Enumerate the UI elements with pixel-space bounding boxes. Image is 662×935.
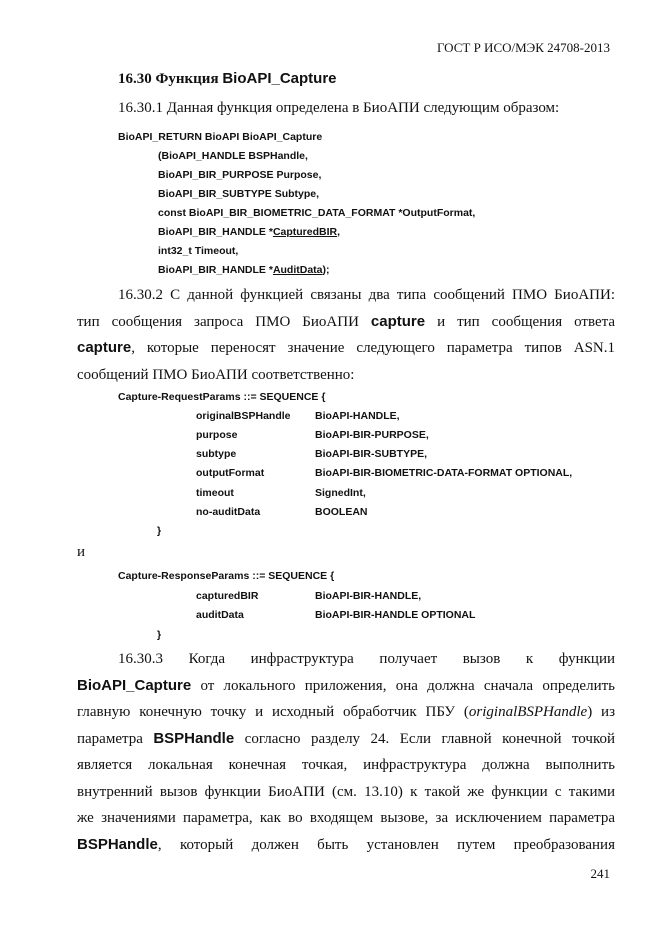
text-line (77, 335, 615, 362)
code-arg: int32_t Timeout, (158, 245, 239, 257)
response-header: Capture-ResponseParams ::= SEQUENCE { (118, 570, 335, 582)
code-arg-type: BioAPI_BIR_HANDLE * (158, 264, 273, 276)
request-header: Capture-RequestParams ::= SEQUENCE { (118, 391, 326, 403)
text-line: 16.30.3 Когда инфраструктура получает вызов к функции (118, 651, 615, 667)
section-word: Функция (155, 71, 219, 87)
code-arg-captured-bir: CapturedBIR (272, 226, 338, 238)
request-close-brace: } (157, 525, 162, 537)
section-function-name: BioAPI_Capture (222, 70, 337, 87)
code-arg: BioAPI_BIR_PURPOSE Purpose, (158, 169, 322, 181)
text-line (77, 726, 615, 753)
code-arg-comma: , (337, 226, 341, 238)
request-field-name: purpose (196, 429, 238, 441)
text-run: параметра (77, 730, 143, 747)
document-header: ГОСТ Р ИСО/МЭК 24708-2013 (436, 40, 610, 55)
keyword-bioapi-capture: BioAPI_Capture (77, 676, 192, 694)
request-field-name: timeout (196, 487, 234, 499)
request-field-type: BioAPI-BIR-BIOMETRIC-DATA-FORMAT OPTIONAL, (315, 467, 573, 479)
request-field-type: BOOLEAN (315, 506, 368, 518)
response-field-name: auditData (196, 609, 244, 621)
request-field-type: SignedInt, (315, 487, 366, 499)
text-run: , которые переносят значение следующего параметра типов ASN.1 (131, 340, 615, 356)
code-arg-type: BioAPI_BIR_HANDLE * (158, 226, 273, 238)
text-run: главную конечную точку и исходный обработчик ПБУ ( (77, 704, 469, 720)
paragraph-16-30-2 (77, 282, 615, 388)
keyword-bsphandle: BSPHandle (153, 729, 235, 747)
paragraph-16-30-3 (77, 646, 615, 858)
request-field-type: BioAPI-BIR-SUBTYPE, (315, 448, 428, 460)
paragraph-16-30-1: 16.30.1 Данная функция определена в БиоАПИ следующим образом: (118, 100, 560, 116)
keyword-capture: capture (370, 312, 426, 330)
request-field-name: no-auditData (196, 506, 261, 518)
code-arg: (BioAPI_HANDLE BSPHandle, (158, 150, 308, 162)
response-field-name: capturedBIR (196, 590, 259, 602)
text-run: ) из (587, 704, 616, 720)
text-run: от локального приложения, она должна сначала определить (200, 677, 616, 694)
text-line (77, 699, 615, 726)
request-field-name: outputFormat (196, 467, 265, 479)
request-field-type: BioAPI-BIR-PURPOSE, (315, 429, 429, 441)
text-run: тип сообщения запроса ПМО БиоАПИ (77, 313, 359, 330)
request-field-name: subtype (196, 448, 237, 460)
section-title (118, 70, 337, 88)
text-line: 16.30.2 С данной функцией связаны два типа сообщений ПМО БиоАПИ: (118, 287, 615, 303)
text-run: , который должен быть установлен путем преобразования (157, 836, 615, 853)
conjunction-and: и (77, 544, 86, 560)
page-number: 241 (590, 866, 610, 881)
text-line (77, 673, 615, 700)
request-field-type: BioAPI-HANDLE, (315, 410, 400, 422)
text-line (77, 832, 615, 859)
code-arg: BioAPI_BIR_SUBTYPE Subtype, (158, 188, 320, 200)
code-arg: const BioAPI_BIR_BIOMETRIC_DATA_FORMAT *OutputFormat, (158, 207, 476, 219)
code-arg-audit-data: AuditData (272, 264, 323, 276)
text-line (77, 309, 615, 336)
text-run: согласно разделу 24. Если главной конечной точкой (244, 730, 616, 747)
response-field-type: BioAPI-BIR-HANDLE OPTIONAL (315, 609, 476, 621)
text-line: сообщений ПМО БиоАПИ соответственно: (77, 366, 355, 383)
text-run: и тип сообщения ответа (437, 313, 615, 330)
text-line: является локальная конечная точкая, инфраструктура должна выполнить (77, 757, 615, 773)
request-field-name: originalBSPHandle (196, 410, 291, 422)
keyword-bsphandle: BSPHandle (77, 835, 158, 853)
response-close-brace: } (157, 629, 162, 641)
code-arg (158, 226, 340, 238)
code-arg (158, 264, 330, 276)
text-line: внутренний вызов функции БиоАПИ (см. 13.10) к такой же функции с такими (77, 783, 615, 800)
text-line: же значениями параметра, как во входящем вызове, за исключением параметра (77, 810, 615, 826)
response-field-type: BioAPI-BIR-HANDLE, (315, 590, 422, 602)
keyword-capture: capture (77, 339, 132, 356)
code-decl: BioAPI_RETURN BioAPI BioAPI_Capture (118, 131, 323, 143)
code-arg-close: ); (322, 264, 330, 276)
italic-original-bsp-handle: originalBSPHandle (468, 704, 588, 720)
section-number: 16.30 (118, 71, 152, 87)
